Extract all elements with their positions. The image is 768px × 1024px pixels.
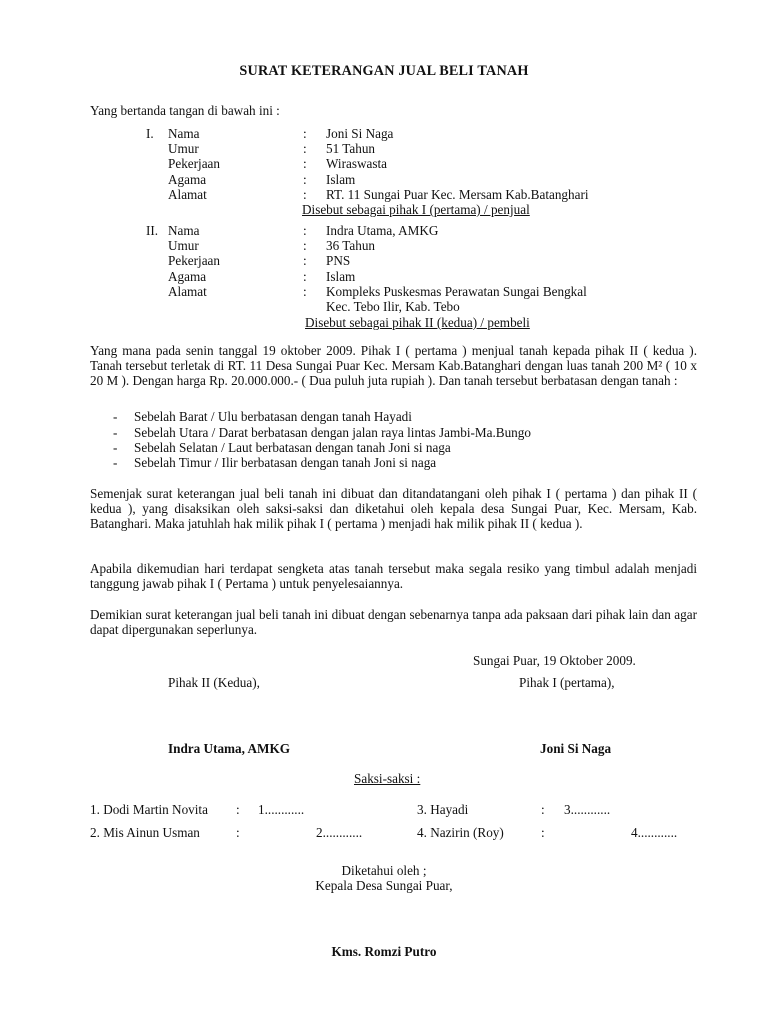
colon: : <box>541 825 545 840</box>
witness-signature-line: 2............ <box>316 825 363 840</box>
party-1-label-age: Umur <box>168 141 199 156</box>
party-2-value-age: 36 Tahun <box>326 238 376 253</box>
colon: : <box>236 802 240 817</box>
party-1-value-name: Joni Si Naga <box>326 126 394 141</box>
witness-heading: Saksi-saksi : <box>354 771 421 786</box>
witness-name: 4. Nazirin (Roy) <box>417 825 504 840</box>
party-2-value-religion: Islam <box>326 269 356 284</box>
colon: : <box>303 187 307 202</box>
boundary-item: Sebelah Barat / Ulu berbatasan dengan tanah Hayadi <box>134 409 412 424</box>
party-2-label-age: Umur <box>168 238 199 253</box>
sign-left-name: Indra Utama, AMKG <box>168 741 290 756</box>
dispute-paragraph: Apabila dikemudian hari terdapat sengketa atas tanah tersebut maka segala resiko yang timbul adalah menjadi tanggung jawab pihak I ( Pertama ) untuk penyelesaiannya. <box>90 561 697 592</box>
colon: : <box>303 284 307 299</box>
colon: : <box>303 223 307 238</box>
party-2-numeral: II. <box>146 223 159 238</box>
colon: : <box>303 238 307 253</box>
witness-signature-line: 3............ <box>564 802 611 817</box>
party-1-label-job: Pekerjaan <box>168 156 220 171</box>
sign-right-name: Joni Si Naga <box>540 741 612 756</box>
colon: : <box>303 141 307 156</box>
boundary-item: Sebelah Timur / Ilir berbatasan dengan tanah Joni si naga <box>134 455 437 470</box>
acknowledged-by: Diketahui oleh ; <box>341 863 427 878</box>
ownership-paragraph: Semenjak surat keterangan jual beli tanah ini dibuat dan ditandatangani oleh pihak I ( pertama ) dan pihak II ( kedua ), yang disaksikan oleh saksi-saksi dan diketahui oleh kepala desa Sungai Puar, Kec. Mersam, Kab. Batanghari. Maka jatuhlah hak milik pihak I ( pertama ) menjadi hak milik pihak II ( kedua ). <box>90 486 697 532</box>
party-2-label-job: Pekerjaan <box>168 253 220 268</box>
bullet-dash: - <box>113 455 118 470</box>
colon: : <box>541 802 545 817</box>
village-head-name: Kms. Romzi Putro <box>331 944 437 959</box>
bullet-dash: - <box>113 440 118 455</box>
bullet-dash: - <box>113 425 118 440</box>
sign-left-label: Pihak II (Kedua), <box>168 675 260 690</box>
closing-paragraph: Demikian surat keterangan jual beli tanah ini dibuat dengan sebenarnya tanpa ada paksaan dari pihak lain dan agar dapat dipergunakan seperlunya. <box>90 607 697 638</box>
party-2-value-address-line2: Kec. Tebo Ilir, Kab. Tebo <box>326 299 460 314</box>
party-1-label-religion: Agama <box>168 172 207 187</box>
party-2-value-name: Indra Utama, AMKG <box>326 223 439 238</box>
document-title: SURAT KETERANGAN JUAL BELI TANAH <box>239 63 529 79</box>
colon: : <box>303 269 307 284</box>
party-2-value-address: Kompleks Puskesmas Perawatan Sungai Bengkal <box>326 284 587 299</box>
sign-right-label: Pihak I (pertama), <box>519 675 615 690</box>
colon: : <box>303 172 307 187</box>
party-1-value-age: 51 Tahun <box>326 141 376 156</box>
party-2-value-job: PNS <box>326 253 351 268</box>
witness-signature-line: 1............ <box>258 802 305 817</box>
party-2-designation: Disebut sebagai pihak II (kedua) / pembeli <box>305 315 530 330</box>
party-1-label-name: Nama <box>168 126 200 141</box>
witness-name: 1. Dodi Martin Novita <box>90 802 208 817</box>
witness-name: 2. Mis Ainun Usman <box>90 825 200 840</box>
party-1-numeral: I. <box>146 126 154 141</box>
witness-name: 3. Hayadi <box>417 802 469 817</box>
sale-paragraph: Yang mana pada senin tanggal 19 oktober 2009. Pihak I ( pertama ) menjual tanah kepada pihak II ( kedua ). Tanah tersebut terletak di RT. 11 Desa Sungai Puar Kec. Mersam Kab.Batanghari dengan luas tanah 200 M² ( 10 x 20 M ). Dengan harga Rp. 20.000.000.- ( Dua puluh juta rupiah ). Dan tanah tersebut berbatasan dengan tanah : <box>90 343 697 389</box>
place-date: Sungai Puar, 19 Oktober 2009. <box>473 653 636 668</box>
party-1-value-job: Wiraswasta <box>326 156 387 171</box>
bullet-dash: - <box>113 409 118 424</box>
boundary-item: Sebelah Selatan / Laut berbatasan dengan tanah Joni si naga <box>134 440 451 455</box>
party-2-label-religion: Agama <box>168 269 207 284</box>
colon: : <box>303 253 307 268</box>
party-1-label-address: Alamat <box>168 187 207 202</box>
boundary-item: Sebelah Utara / Darat berbatasan dengan jalan raya lintas Jambi-Ma.Bungo <box>134 425 531 440</box>
party-2-label-name: Nama <box>168 223 200 238</box>
witness-signature-line: 4............ <box>631 825 678 840</box>
party-2-label-address: Alamat <box>168 284 207 299</box>
village-head-title: Kepala Desa Sungai Puar, <box>315 878 453 893</box>
colon: : <box>303 126 307 141</box>
intro-text: Yang bertanda tangan di bawah ini : <box>90 103 280 118</box>
party-1-designation: Disebut sebagai pihak I (pertama) / penjual <box>302 202 530 217</box>
party-1-value-religion: Islam <box>326 172 356 187</box>
colon: : <box>303 156 307 171</box>
party-1-value-address: RT. 11 Sungai Puar Kec. Mersam Kab.Batanghari <box>326 187 589 202</box>
colon: : <box>236 825 240 840</box>
